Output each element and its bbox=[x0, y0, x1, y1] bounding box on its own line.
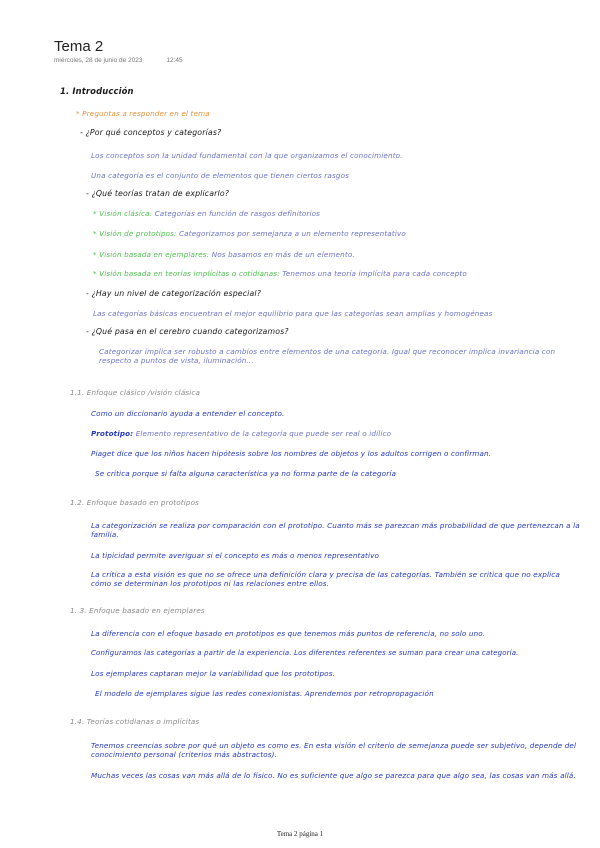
intro-q1-answer-1: Los conceptos son la unidad fundamental con la que organizamos el conocimiento. bbox=[91, 151, 403, 160]
section-1-1-line-1: Como un diccionario ayuda a entender el concepto. bbox=[91, 409, 285, 418]
intro-q2: - ¿Qué teorías tratan de explicarlo? bbox=[86, 189, 230, 198]
intro-q1: - ¿Por qué conceptos y categorías? bbox=[80, 128, 222, 137]
theory-prototype-text: Categorizamos por semejanza a un elemento representativo bbox=[179, 229, 406, 238]
section-1-4-line-2: Muchas veces las cosas van más allá de lo físico. No es suficiente que algo se parezca para que algo sea, las cosas van más allá. bbox=[91, 771, 576, 780]
section-1-3-line-4: El modelo de ejemplares sigue las redes conexionistas. Aprendemos por retropropagación bbox=[95, 689, 434, 698]
section-1-2-line-2: La tipicidad permite averiguar si el concepto es más o menos representativo bbox=[91, 551, 380, 560]
section-1-3-line-1: La diferencia con el efoque basado en prototipos es que tenemos más puntos de referencia, no solo uno. bbox=[91, 629, 486, 638]
section-1-4-line-1: Tenemos creencias sobre por qué un objeto es como es. En esta visión el criterio de semejanza puede ser subjetivo, depende del conocimiento personal (criterios más abstractos). bbox=[91, 741, 577, 759]
section-1-1-heading: 1.1. Enfoque clásico /visión clásica bbox=[70, 388, 201, 397]
theory-implicit bbox=[93, 269, 467, 278]
page-footer: Tema 2 página 1 bbox=[276, 830, 324, 838]
page-date: miércoles, 28 de junio de 2023 bbox=[54, 57, 143, 64]
prototype-label: Prototipo: bbox=[91, 429, 134, 438]
theory-classic-text: Categorías en función de rasgos definitorios bbox=[154, 209, 321, 218]
page-title: Tema 2 bbox=[54, 38, 104, 55]
theory-classic-label: * Visión clásica: bbox=[93, 209, 153, 218]
intro-bullet: * Preguntas a responder en el tema bbox=[76, 109, 210, 118]
section-1-1-line-2 bbox=[91, 429, 391, 438]
page-meta bbox=[54, 57, 183, 64]
section-1-2-line-1: La categorización se realiza por comparación con el prototipo. Cuanto más se parezcan más probabilidad de que pertenezcan a la familia. bbox=[91, 521, 580, 539]
theory-prototype bbox=[93, 229, 406, 238]
page-time: 12:45 bbox=[166, 57, 183, 64]
section-1-1-line-4: Se critica porque si falta alguna característica ya no forma parte de la categoría bbox=[95, 469, 397, 478]
section-1-3-line-2: Configuramos las categorías a partir de la experiencia. Los diferentes referentes se suman para crear una categoría. bbox=[91, 649, 519, 657]
section-1-2-line-3: La crítica a esta visión es que no se ofrece una definición clara y precisa de las categorías. También se critica que no explica cómo se determinan los prototipos ni las relaciones entre ellos. bbox=[91, 570, 560, 588]
section-1-2-heading: 1.2. Enfoque basado en prototipos bbox=[70, 498, 200, 507]
section-1-3-line-3: Los ejemplares captaran mejor la variabilidad que los prototipos. bbox=[91, 669, 336, 678]
theory-exemplar-label: * Visión basada en ejemplares: bbox=[93, 250, 210, 259]
theory-implicit-text: Tenemos una teoría implícita para cada concepto bbox=[282, 269, 467, 278]
section-1-3-heading: 1. 3. Enfoque basado en ejemplares bbox=[70, 606, 205, 615]
section-1-1-line-3: Piaget dice que los niños hacen hipótesis sobre los nombres de objetos y los adultos corrigen o confirman. bbox=[91, 449, 492, 458]
intro-q3: - ¿Hay un nivel de categorización especial? bbox=[86, 289, 262, 298]
theory-prototype-label: * Visión de prototipos: bbox=[93, 229, 177, 238]
intro-q4: - ¿Qué pasa en el cerebro cuando categorizamos? bbox=[86, 327, 289, 336]
theory-classic bbox=[93, 209, 320, 218]
intro-q1-answer-2: Una categoría es el conjunto de elementos que tienen ciertos rasgos bbox=[91, 171, 350, 180]
prototype-text: Elemento representativo de la categoría que puede ser real o idílico bbox=[135, 429, 392, 438]
intro-heading: 1. Introducción bbox=[60, 86, 134, 96]
section-1-4-heading: 1.4. Teorías cotidianas o implícitas bbox=[70, 717, 200, 726]
intro-q4-answer: Categorizar implica ser robusto a cambios entre elementos de una categoría. Igual que reconocer implica invariancia con respecto a puntos de vista, iluminación... bbox=[99, 347, 556, 365]
theory-exemplar bbox=[93, 250, 355, 259]
intro-q3-answer: Las categorías básicas encuentran el mejor equilibrio para que las categorías sean amplias y homogéneas bbox=[93, 309, 493, 318]
theory-implicit-label: * Visión basada en teorías implícitas o cotidianas: bbox=[93, 269, 280, 278]
theory-exemplar-text: Nos basamos en más de un elemento. bbox=[211, 250, 355, 259]
